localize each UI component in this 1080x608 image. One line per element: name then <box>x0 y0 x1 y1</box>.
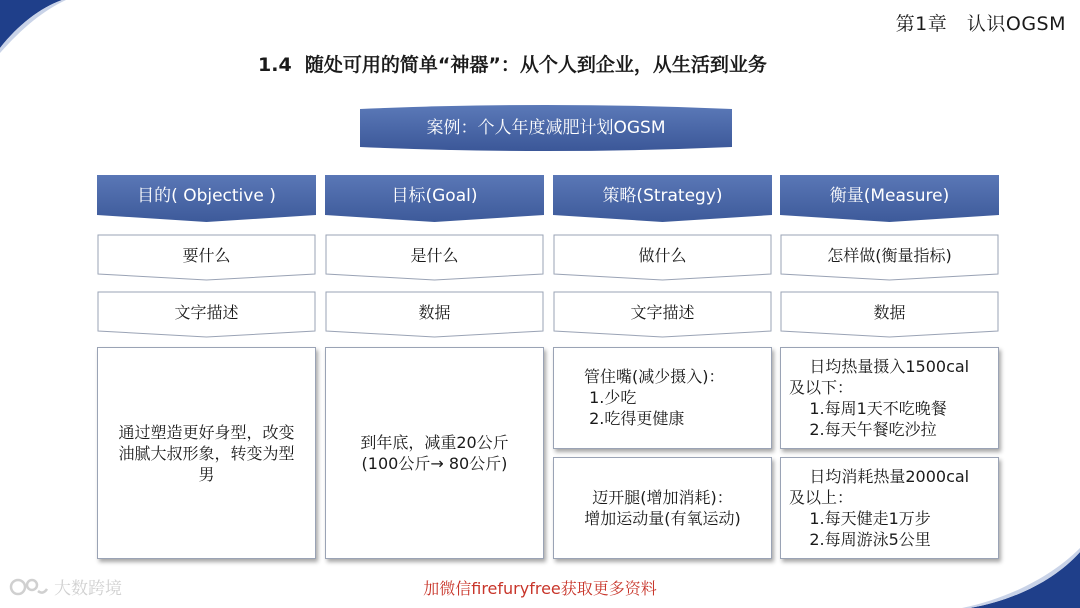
measure-line: 2.每天午餐吃沙拉 <box>789 420 937 439</box>
question-cell-goal <box>325 234 544 281</box>
question-label: 要什么 <box>182 246 231 265</box>
watermark-text: 大数跨境 <box>54 579 122 599</box>
strategy-line: 2.吃得更健康 <box>584 409 685 428</box>
strategy-line: 管住嘴(减少摄入)： <box>584 367 725 386</box>
type-label: 文字描述 <box>174 303 239 322</box>
question-label: 怎样做(衡量指标) <box>827 246 952 265</box>
type-cell-objective <box>97 291 316 338</box>
measure-line: 2.每周游泳5公里 <box>789 530 931 549</box>
question-label: 是什么 <box>410 246 459 265</box>
slide-subtitle: 1.4 随处可用的简单“神器”：从个人到企业，从生活到业务 <box>258 54 767 76</box>
question-cell-objective <box>97 234 316 281</box>
strategy-line: 迈开腿(增加消耗)： <box>592 488 733 507</box>
measure-line: 及以下： <box>789 378 854 397</box>
question-cell-measure <box>780 234 999 281</box>
measure-line: 及以上： <box>789 488 854 507</box>
column-header-goal <box>325 175 544 222</box>
type-label: 数据 <box>873 303 906 322</box>
corner-decoration-top-left <box>0 0 70 55</box>
measure-line: 1.每周1天不吃晚餐 <box>789 399 947 418</box>
objective-line: 男 <box>198 464 215 484</box>
objective-line: 油腻大叔形象，转变为型 <box>118 443 295 463</box>
goal-content-box <box>325 347 544 559</box>
type-cell-measure <box>780 291 999 338</box>
objective-line: 通过塑造更好身型，改变 <box>118 422 295 442</box>
column-header-label: 目的( Objective ) <box>137 186 276 206</box>
brand-logo-icon <box>8 575 48 599</box>
type-cell-strategy <box>553 291 772 338</box>
measure-line: 日均热量摄入1500cal <box>789 357 970 376</box>
case-banner-label: 案例：个人年度减肥计划OGSM <box>426 118 666 138</box>
strategy-line: 增加运动量(有氧运动) <box>584 509 741 528</box>
question-cell-strategy <box>553 234 772 281</box>
column-header-label: 衡量(Measure) <box>829 186 950 206</box>
measure-line: 日均消耗热量2000cal <box>789 467 970 486</box>
question-label: 做什么 <box>638 246 687 265</box>
column-header-strategy <box>553 175 772 222</box>
column-header-measure <box>780 175 999 222</box>
measure-line: 1.每天健走1万步 <box>789 509 931 528</box>
objective-content-box <box>97 347 316 559</box>
type-label: 数据 <box>418 303 451 322</box>
column-header-objective <box>97 175 316 222</box>
measure-box-intake <box>780 347 999 449</box>
strategy-box-exercise <box>553 457 772 559</box>
type-label: 文字描述 <box>630 303 695 322</box>
strategy-line: 1.少吃 <box>584 388 637 407</box>
type-cell-goal <box>325 291 544 338</box>
watermark <box>8 574 122 599</box>
chapter-title: 第1章 认识OGSM <box>895 13 1066 35</box>
measure-box-burn <box>780 457 999 559</box>
footer-contact-text: 加微信firefuryfree获取更多资料 <box>423 579 657 598</box>
goal-line: (100公斤→ 80公斤) <box>361 454 508 473</box>
goal-line: 到年底，减重20公斤 <box>360 433 509 452</box>
column-header-label: 策略(Strategy) <box>602 186 723 206</box>
strategy-box-eat-less <box>553 347 772 449</box>
column-header-label: 目标(Goal) <box>391 186 478 206</box>
